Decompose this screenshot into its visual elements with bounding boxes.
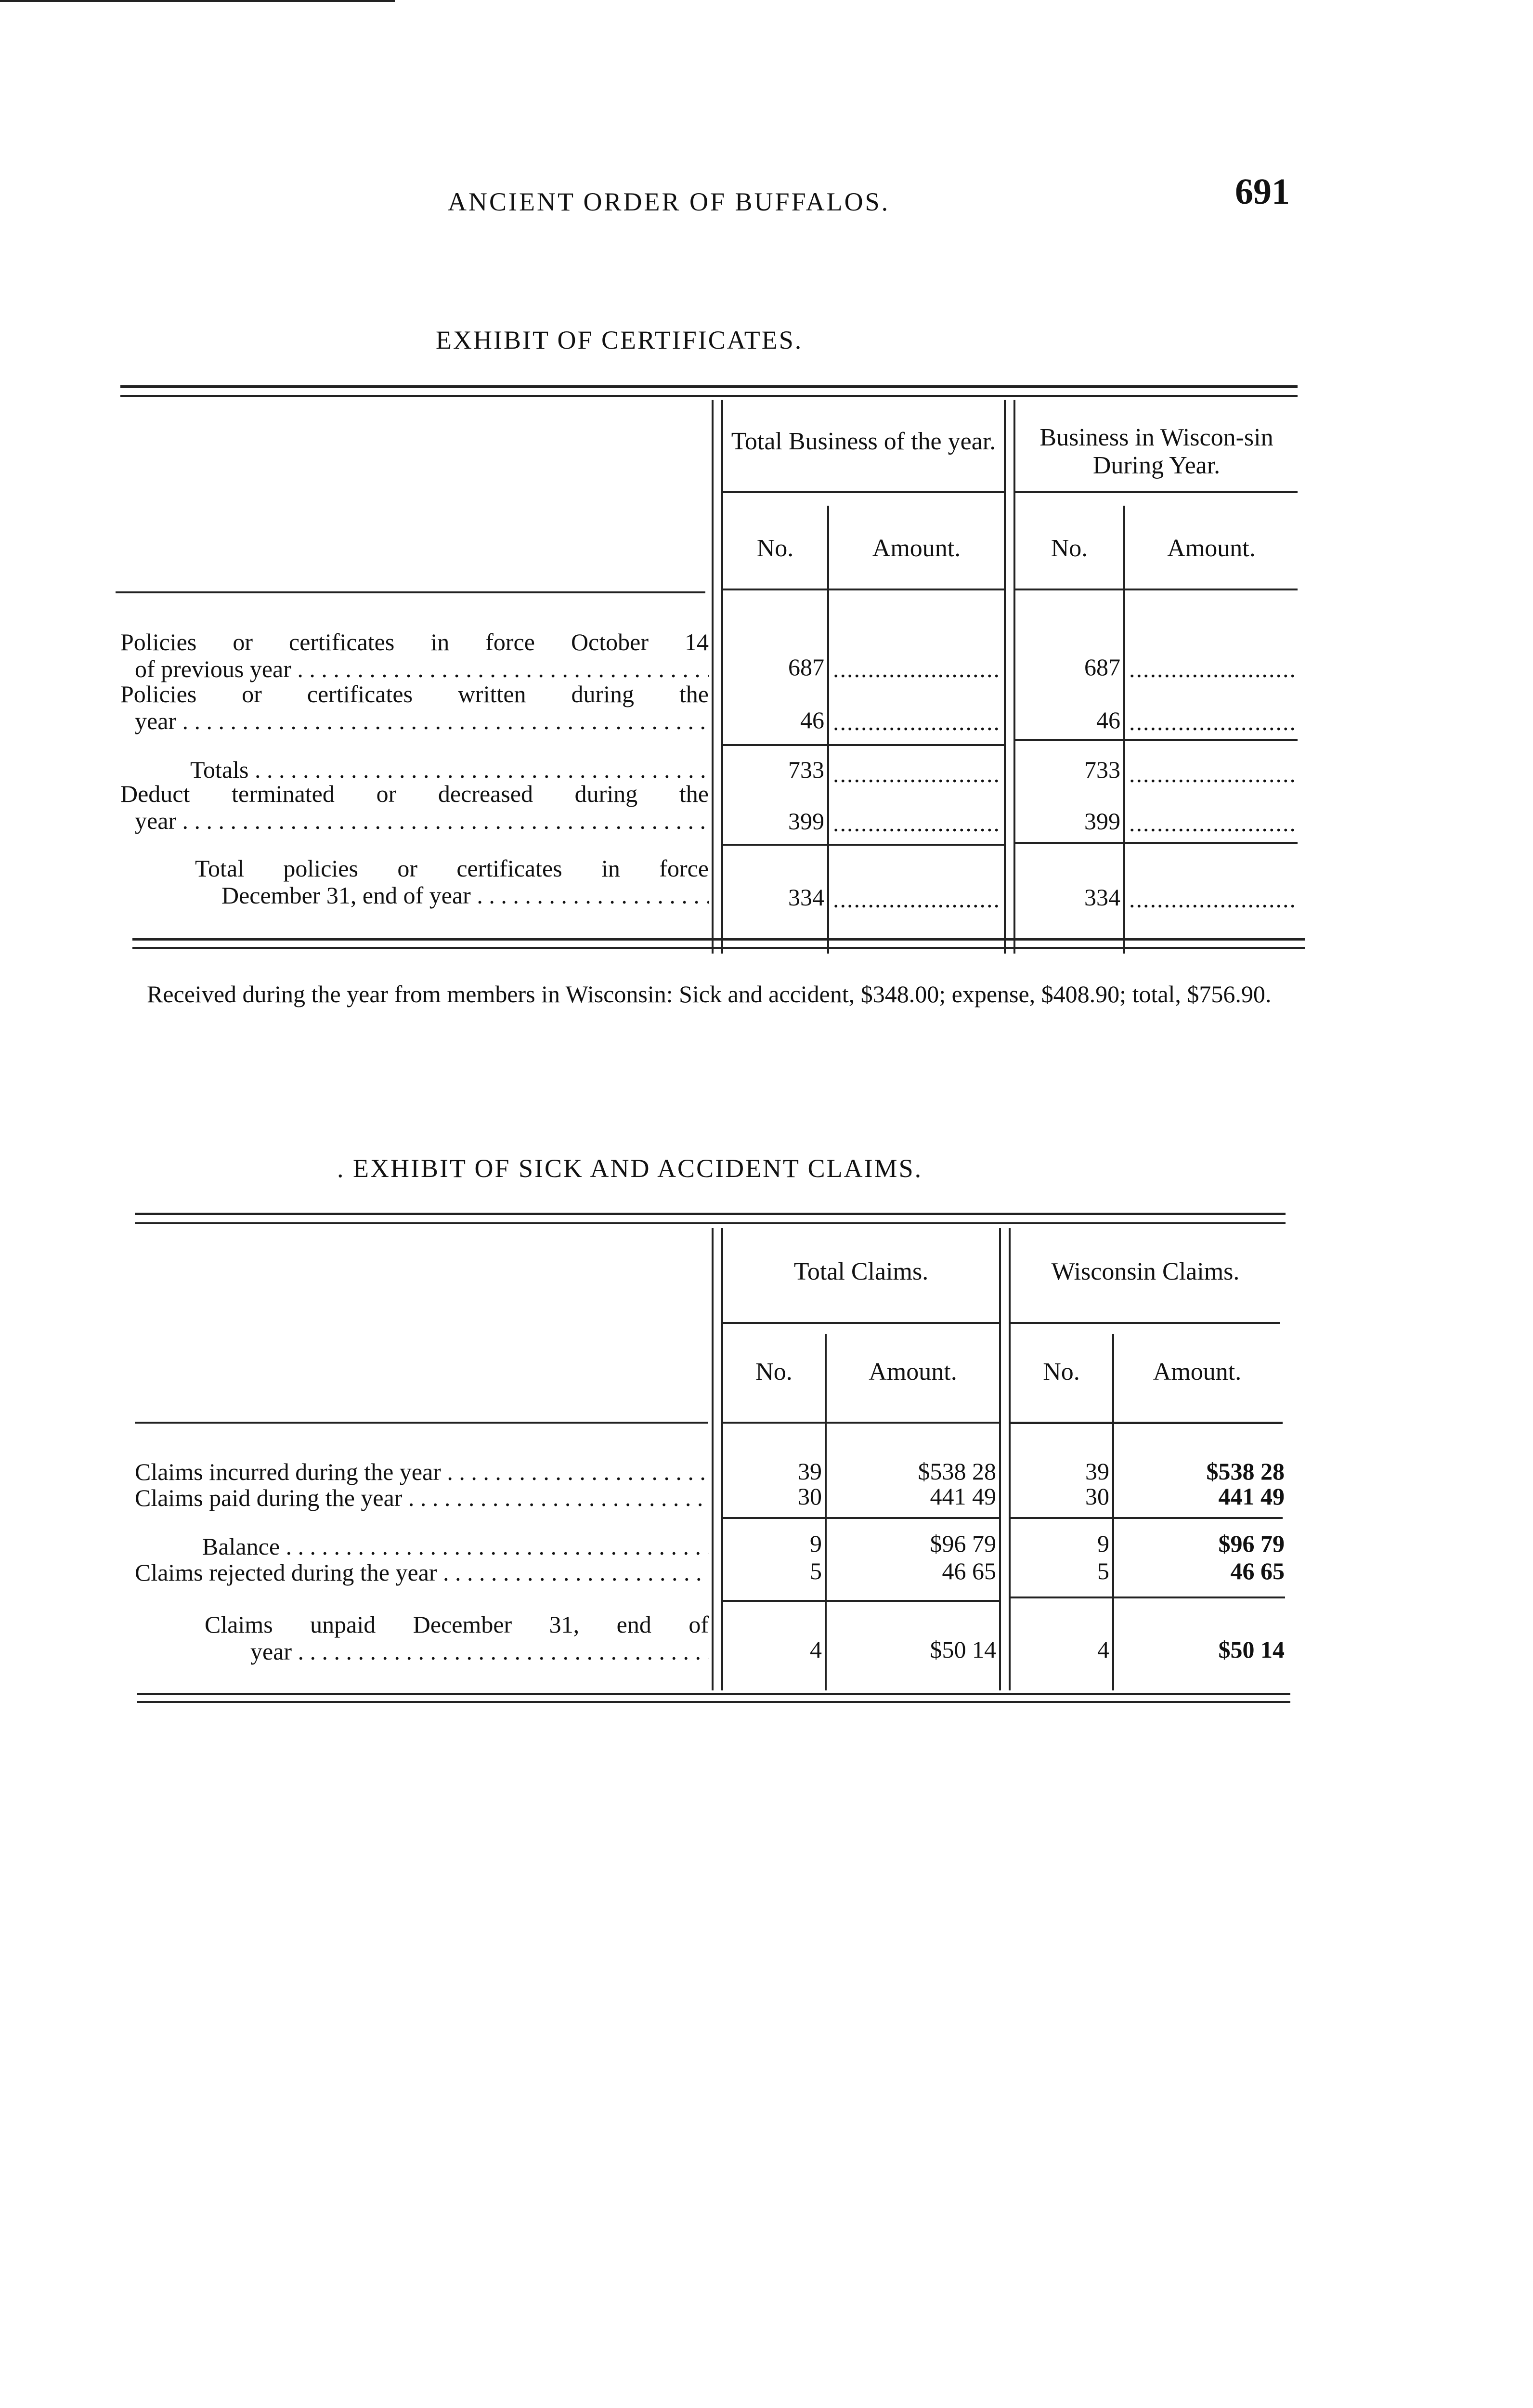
rule <box>120 395 1298 397</box>
table-row-label: Claims unpaid December 31, end of year . . . <box>135 1611 709 1665</box>
rule <box>723 844 1004 846</box>
rule <box>135 1213 1286 1215</box>
wis-no-cell: 733 <box>1084 756 1120 783</box>
total-no-cell: 30 <box>798 1483 822 1510</box>
dot-leader <box>1129 809 1295 837</box>
certificates-title: EXHIBIT OF CERTIFICATES. <box>436 326 803 354</box>
rule <box>723 1517 999 1519</box>
dot-leader <box>1129 885 1295 913</box>
wis-no-cell: 5 <box>1097 1557 1109 1584</box>
total-no-cell: 46 <box>800 707 824 733</box>
table-row-label: Policies or certificates in force October 14 of previous year . . . <box>120 628 709 682</box>
dot-leader <box>833 885 999 913</box>
rule <box>1015 842 1298 844</box>
table-row-label: Claims paid during the year . . . <box>135 1484 709 1511</box>
wis-amount-cell: $50 14 <box>1218 1636 1285 1663</box>
table-row-label: Totals . . . <box>120 756 709 783</box>
rule <box>1015 739 1298 741</box>
wis-amount-cell: $96 79 <box>1218 1530 1285 1557</box>
running-title: ANCIENT ORDER OF BUFFALOS. <box>448 187 890 216</box>
col-header-wis-no: No. <box>1051 535 1088 562</box>
rule <box>116 591 705 593</box>
scan-edge-line <box>0 0 395 2</box>
dot-leader <box>1129 708 1295 736</box>
total-amount-cell: 441 49 <box>930 1483 996 1510</box>
rule <box>712 1228 714 1690</box>
dot-leader <box>1129 760 1295 788</box>
rule <box>1011 1597 1285 1598</box>
table-row-label: Total policies or certificates in force December 31, end of year . . . <box>120 855 709 909</box>
col-header-total-amount: Amount. <box>872 535 961 562</box>
dot-leader <box>833 708 999 736</box>
page-number: 691 <box>1235 171 1290 212</box>
rule <box>723 1422 999 1424</box>
rule <box>723 1600 999 1602</box>
rule <box>999 1228 1001 1690</box>
rule <box>1112 1334 1114 1690</box>
wis-no-cell: 687 <box>1084 654 1120 681</box>
rule <box>723 1322 999 1324</box>
col-header-wis-amount: Amount. <box>1153 1358 1242 1386</box>
rule <box>1015 589 1298 590</box>
total-amount-cell: $96 79 <box>930 1530 996 1557</box>
table-row-label: Claims rejected during the year . . . <box>135 1559 709 1586</box>
rule <box>723 744 1004 746</box>
table-row-label: Claims incurred during the year . . . <box>135 1458 709 1485</box>
total-no-cell: 334 <box>788 884 824 911</box>
total-no-cell: 687 <box>788 654 824 681</box>
wis-no-cell: 9 <box>1097 1530 1109 1557</box>
wis-amount-cell: $538 28 <box>1206 1458 1285 1485</box>
dot-leader <box>1129 655 1295 683</box>
col-header-total-amount: Amount. <box>869 1358 957 1386</box>
col-header-total-no: No. <box>755 1358 792 1386</box>
rule <box>132 947 1305 949</box>
total-no-cell: 399 <box>788 808 824 835</box>
rule <box>723 589 1004 590</box>
total-amount-cell: 46 65 <box>942 1557 996 1584</box>
dot-leader <box>833 760 999 788</box>
rule <box>1015 491 1298 493</box>
rule <box>1004 400 1006 954</box>
rule <box>825 1334 827 1690</box>
wis-no-cell: 399 <box>1084 808 1120 835</box>
rule <box>712 400 714 954</box>
total-no-cell: 9 <box>810 1530 822 1557</box>
rule <box>1011 1517 1283 1519</box>
col-header-total-no: No. <box>756 535 794 562</box>
rule <box>1123 506 1125 954</box>
wis-amount-cell: 441 49 <box>1218 1483 1285 1510</box>
dot-leader <box>833 655 999 683</box>
col-header-wis-amount: Amount. <box>1167 535 1256 562</box>
claims-title: . EXHIBIT OF SICK AND ACCIDENT CLAIMS. <box>337 1154 923 1183</box>
wis-no-cell: 46 <box>1096 707 1120 733</box>
rule <box>137 1693 1290 1695</box>
received-note: Received during the year from members in Wisconsin: Sick and accident, $348.00; expense, $408.90; total, $756.90. <box>147 981 1272 1008</box>
total-amount-cell: $538 28 <box>918 1458 996 1485</box>
rule <box>827 506 829 954</box>
wis-no-cell: 39 <box>1085 1458 1109 1485</box>
wis-no-cell: 334 <box>1084 884 1120 911</box>
total-amount-cell: $50 14 <box>930 1636 996 1663</box>
group-header-wisconsin-claims: Wisconsin Claims. <box>1051 1258 1240 1285</box>
rule <box>132 938 1305 941</box>
total-no-cell: 5 <box>810 1557 822 1584</box>
rule <box>1011 1422 1283 1424</box>
group-header-total-business: Total Business of the year. <box>731 428 996 455</box>
rule <box>137 1701 1290 1703</box>
table-row-label: Policies or certificates written during the year . . . <box>120 681 709 734</box>
wis-no-cell: 4 <box>1097 1636 1109 1663</box>
col-header-wis-no: No. <box>1043 1358 1080 1386</box>
rule <box>135 1422 708 1424</box>
rule <box>120 385 1298 388</box>
wis-amount-cell: 46 65 <box>1230 1557 1285 1584</box>
table-row-label: Deduct terminated or decreased during the year . . . <box>120 780 709 834</box>
group-header-total-claims: Total Claims. <box>793 1258 929 1285</box>
rule <box>1011 1322 1280 1324</box>
rule <box>723 491 1004 493</box>
wis-no-cell: 30 <box>1085 1483 1109 1510</box>
rule <box>135 1222 1286 1224</box>
dot-leader <box>833 809 999 837</box>
group-header-wisconsin-business: Business in Wiscon-sin During Year. <box>1039 424 1273 479</box>
total-no-cell: 39 <box>798 1458 822 1485</box>
total-no-cell: 733 <box>788 756 824 783</box>
table-row-label: Balance . . . <box>135 1533 709 1560</box>
total-no-cell: 4 <box>810 1636 822 1663</box>
